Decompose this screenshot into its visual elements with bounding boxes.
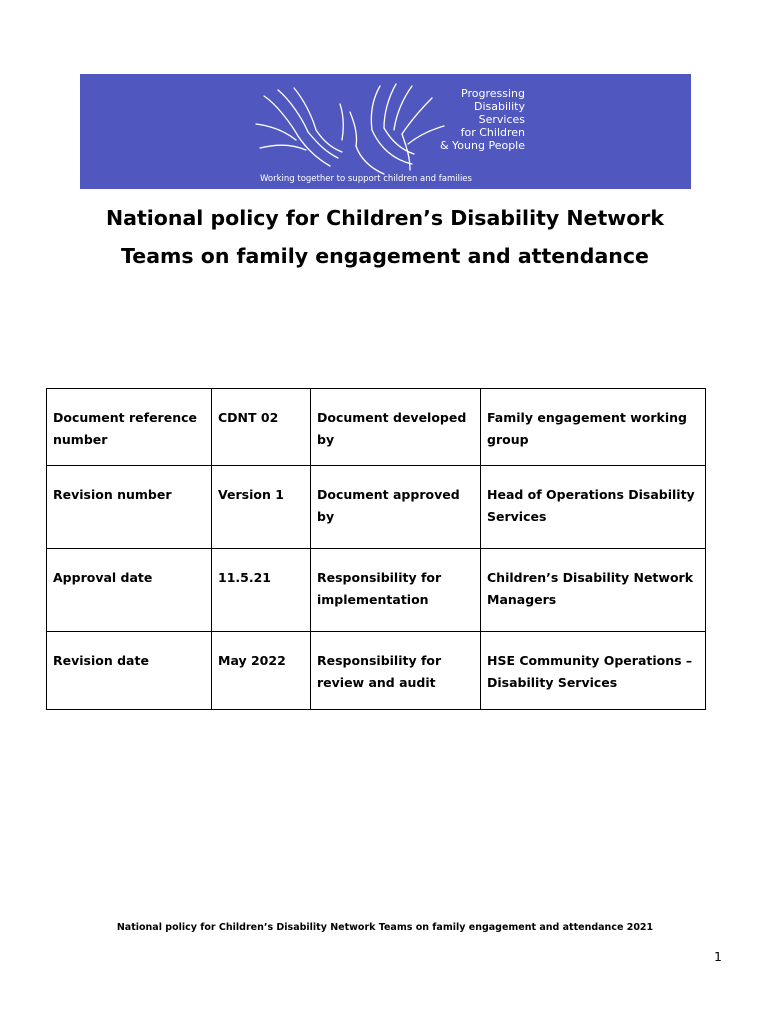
table-cell-label: Document reference number <box>47 389 212 466</box>
table-row <box>47 389 706 466</box>
table-cell-label: Revision date <box>47 632 212 710</box>
logo-line: Services <box>478 113 525 126</box>
table-cell-value: Children’s Disability Network Managers <box>481 549 706 632</box>
table-cell-label: Document approved by <box>311 466 481 549</box>
logo-line: for Children <box>460 126 525 139</box>
logo-line: & Young People <box>439 139 525 152</box>
table-cell-label: Approval date <box>47 549 212 632</box>
logo-text <box>440 87 525 152</box>
table-cell-value: Head of Operations Disability Services <box>481 466 706 549</box>
title-line-1: National policy for Children’s Disability Network <box>105 206 665 230</box>
table-cell-value: Family engagement working group <box>481 389 706 466</box>
document-control-table <box>46 388 706 710</box>
hands-logo-icon <box>80 74 691 189</box>
table-cell-label: Revision number <box>47 466 212 549</box>
logo-tagline: Working together to support children and families <box>260 174 472 184</box>
table-cell-label: Responsibility for implementation <box>311 549 481 632</box>
table-cell-value: CDNT 02 <box>212 389 311 466</box>
table-row <box>47 549 706 632</box>
logo-banner <box>80 74 691 189</box>
page-number: 1 <box>714 949 722 964</box>
table-cell-value: Version 1 <box>212 466 311 549</box>
table-row <box>47 466 706 549</box>
table-cell-value: 11.5.21 <box>212 549 311 632</box>
table-row <box>47 632 706 710</box>
table-cell-value: May 2022 <box>212 632 311 710</box>
table-cell-label: Document developed by <box>311 389 481 466</box>
title-line-2: Teams on family engagement and attendance <box>121 244 649 268</box>
table-cell-value: HSE Community Operations – Disability Services <box>481 632 706 710</box>
page-footer: National policy for Children’s Disability Network Teams on family engagement and attendance 2021 <box>116 922 654 933</box>
logo-line: Disability <box>474 100 525 113</box>
table-cell-label: Responsibility for review and audit <box>311 632 481 710</box>
document-title <box>0 199 770 275</box>
logo-line: Progressing <box>461 87 525 100</box>
